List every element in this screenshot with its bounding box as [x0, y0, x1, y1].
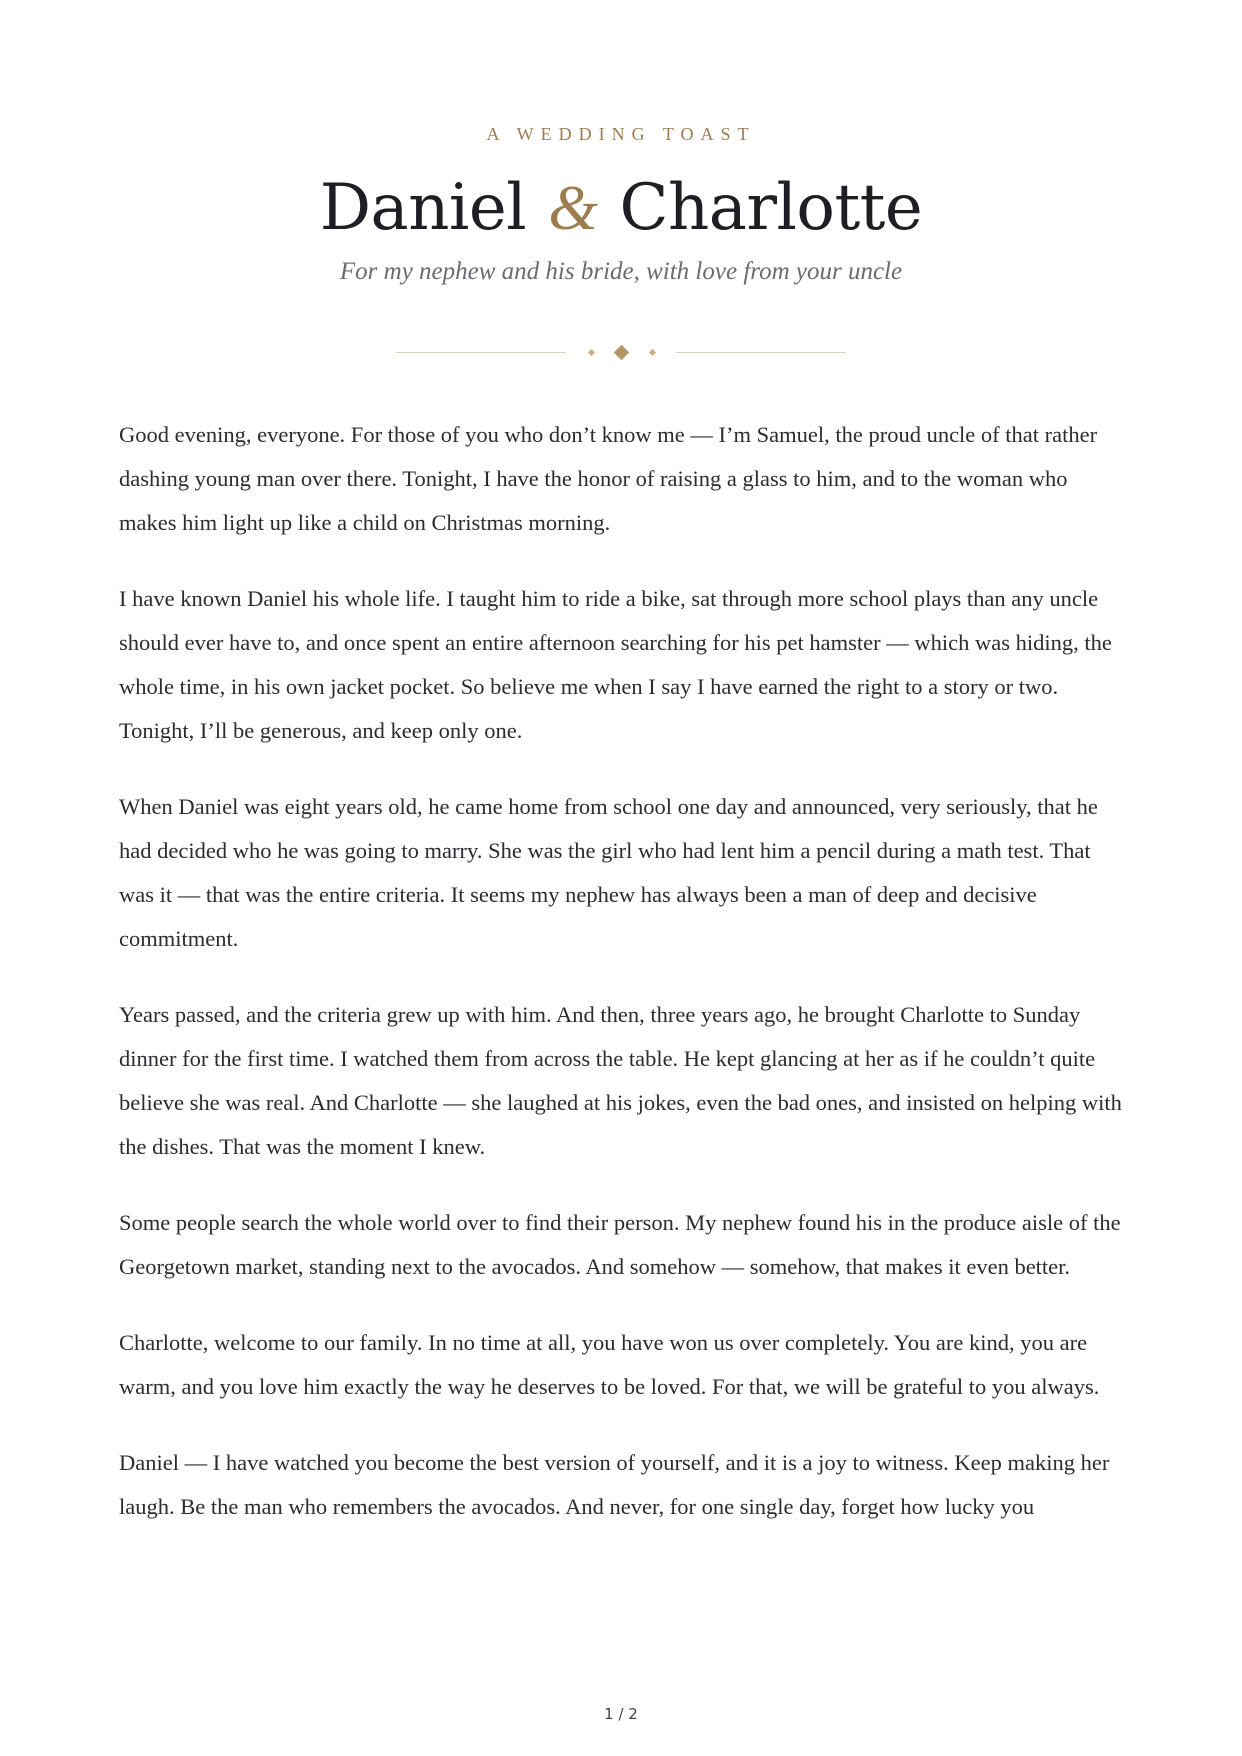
bride-name: Charlotte [619, 171, 923, 245]
paragraph: I have known Daniel his whole life. I taught him to ride a bike, sat through more school plays than any uncle should ever have to, and once spent an entire afternoon searching for his pet hamster — which was hiding, the whole time, in his own jacket pocket. So believe me when I say I have earned the right to a story or two. Tonight, I’ll be generous, and keep only one. [119, 586, 1112, 743]
paragraph: When Daniel was eight years old, he came home from school one day and announced, very seriously, that he had decided who he was going to marry. She was the girl who had lent him a pencil during a math test. That was it — that was the entire criteria. It seems my nephew has always been a man of deep and decisive commitment. [119, 794, 1098, 951]
paragraph: Good evening, everyone. For those of you who don’t know me — I’m Samuel, the proud uncle of that rather dashing young man over there. Tonight, I have the honor of raising a glass to him, and to the woman who makes him light up like a child on Christmas morning. [119, 422, 1098, 535]
groom-name: Daniel [319, 171, 527, 245]
diamond-icon [614, 345, 630, 361]
subtitle: For my nephew and his bride, with love from your uncle [339, 258, 903, 285]
paragraph: Some people search the whole world over to find their person. My nephew found his in the produce aisle of the Georgetown market, standing next to the avocados. And somehow — somehow, that makes it even better. [119, 1210, 1121, 1279]
paragraph: Years passed, and the criteria grew up with him. And then, three years ago, he brought Charlotte to Sunday dinner for the first time. I watched them from across the table. He kept glancing at her as if he couldn’t quite believe she was real. And Charlotte — she laughed at his jokes, even the bad ones, and insisted on helping with the dishes. That was the moment I knew. [119, 1002, 1122, 1159]
divider-line-right [676, 352, 846, 353]
page-number: 1 / 2 [604, 1705, 638, 1723]
ornament-divider [0, 342, 1242, 364]
paragraph: Daniel — I have watched you become the best version of yourself, and it is a joy to witness. Keep making her laugh. Be the man who remembers the avocados. And never, for one single day, forget how lucky you [119, 1450, 1110, 1519]
paragraph: Charlotte, welcome to our family. In no time at all, you have won us over completely. You are kind, you are warm, and you love him exactly the way he deserves to be loved. For that, we will be grateful to you always. [119, 1330, 1100, 1399]
divider-line-left [396, 352, 566, 353]
page-title [0, 166, 1242, 250]
ampersand: & [548, 172, 598, 243]
toast-body [119, 413, 1129, 1561]
diamond-small-icon [649, 349, 656, 356]
eyebrow-label: A WEDDING TOAST [486, 124, 756, 144]
diamond-small-icon [588, 349, 595, 356]
